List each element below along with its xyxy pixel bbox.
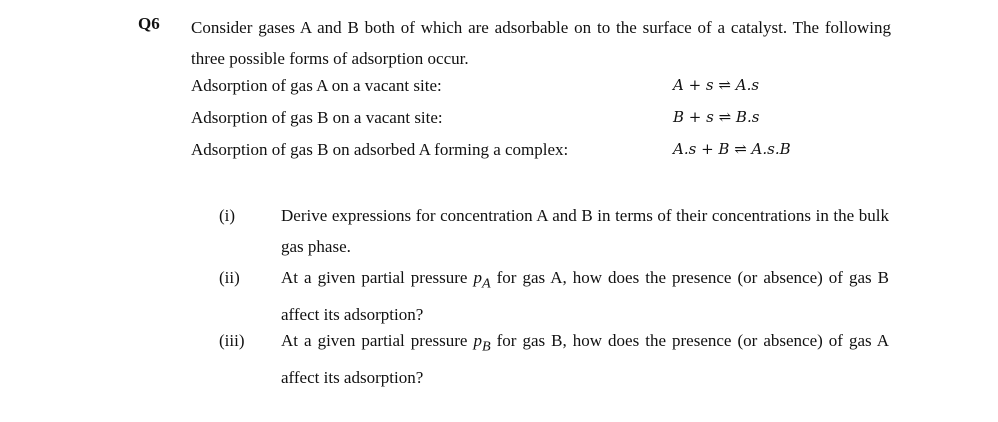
pressure-subscript: A [481, 275, 491, 292]
pressure-symbol: p [473, 331, 482, 350]
question-intro [191, 12, 891, 74]
adsorption-label: Adsorption of gas A on a vacant site: [191, 76, 442, 95]
adsorption-label: Adsorption of gas B on adsorbed A forming a complex: [191, 140, 569, 159]
part-text [281, 200, 889, 262]
intro-line-1: Consider gases A and B both of which are adsorbable on to the surface of a catalyst. The [191, 18, 820, 37]
intro-line-2: following three possible forms of adsorption occur. [191, 18, 891, 68]
part-line-1: Derive expressions for concentration A and B in terms of their concentrations in the [281, 206, 855, 225]
part-text-before: At a given partial pressure [281, 268, 474, 287]
part-number: (i) [219, 206, 236, 225]
part-text [281, 325, 889, 393]
adsorption-equation: B + s ⇌ B.s [673, 108, 760, 126]
part-text-before: At a given partial pressure [281, 331, 474, 350]
pressure-symbol: p [473, 268, 482, 287]
adsorption-equation: A + s ⇌ A.s [673, 76, 760, 94]
part-text-after: for gas A, how does the presence (or absence) of gas [490, 268, 872, 287]
part-text-after: for gas B, how does the presence (or absence) of gas [490, 331, 872, 350]
question-number: Q6 [138, 14, 160, 33]
part-number: (ii) [219, 268, 240, 287]
adsorption-row-complex [191, 140, 831, 164]
part-text [281, 262, 889, 330]
adsorption-row-a [191, 76, 831, 100]
pressure-subscript: B [481, 338, 491, 355]
adsorption-equation: A.s + B ⇌ A.s.B [673, 140, 791, 158]
adsorption-row-b [191, 108, 831, 132]
adsorption-label: Adsorption of gas B on a vacant site: [191, 108, 443, 127]
part-number: (iii) [219, 331, 245, 350]
part-line-2: bulk gas phase. [281, 206, 890, 256]
part-line-2: A affect its adsorption? [281, 331, 889, 388]
part-line-2: B affect its adsorption? [281, 268, 889, 325]
